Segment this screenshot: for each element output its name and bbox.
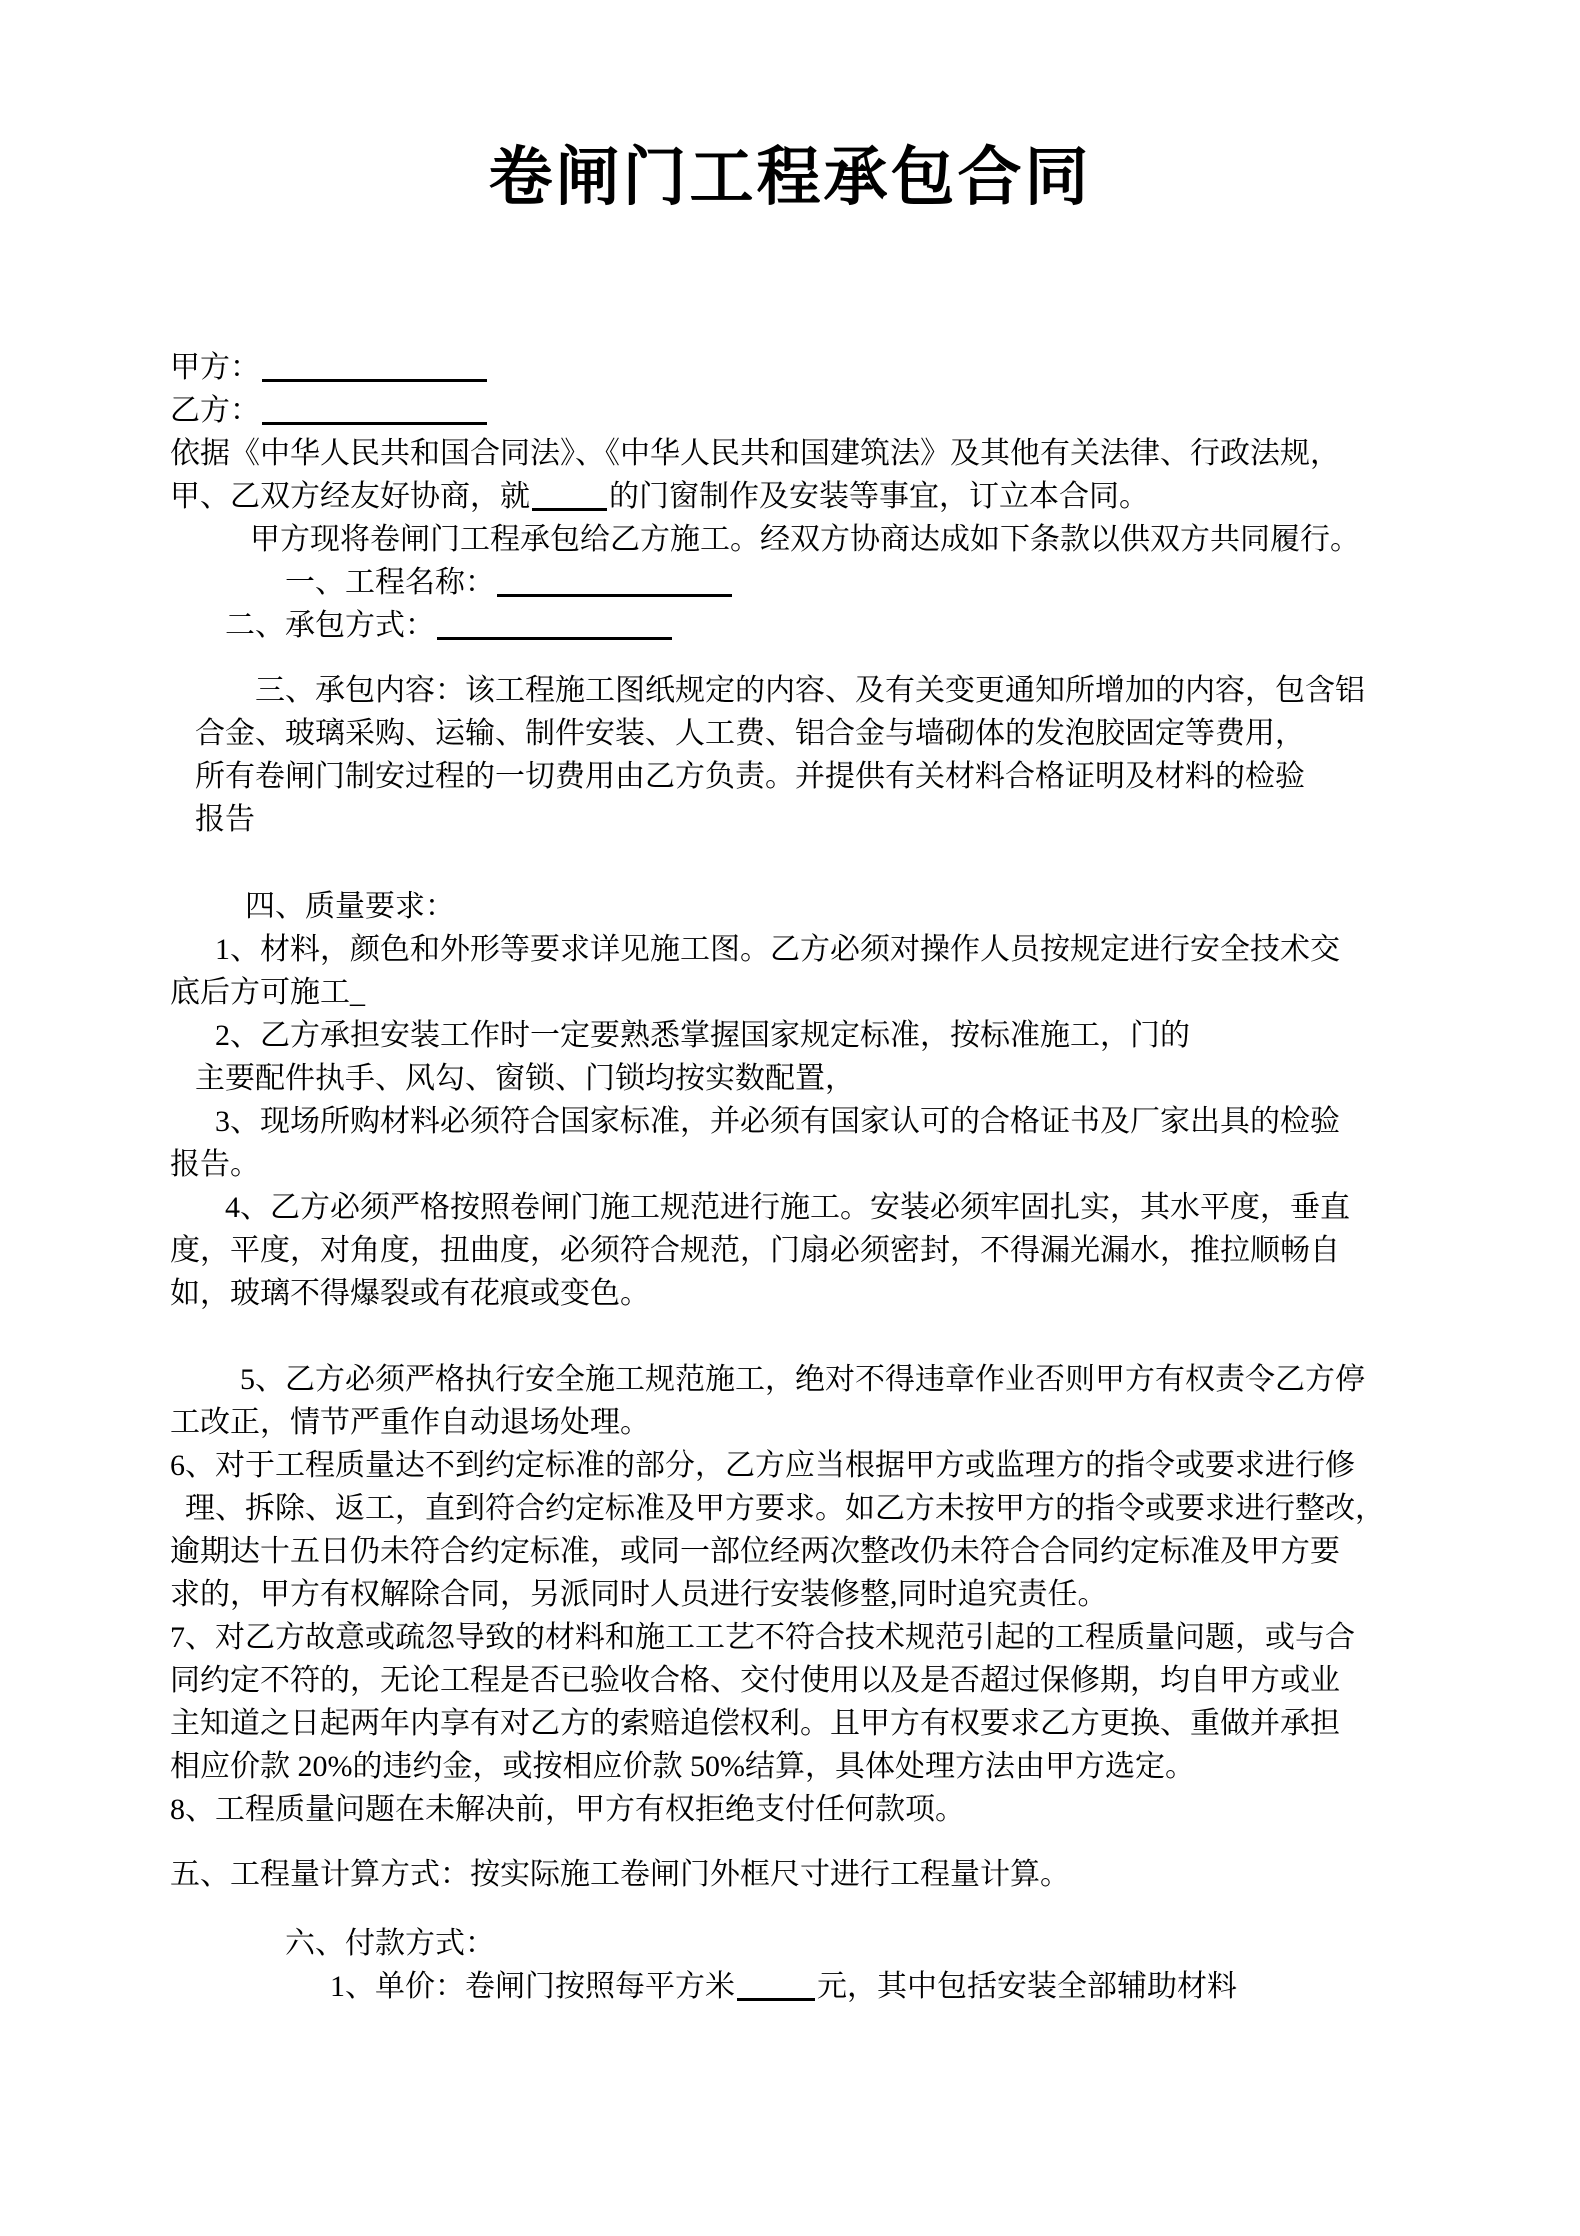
text-run: 五、工程量计算方式：按实际施工卷闸门外框尺寸进行工程量计算。 [170, 1858, 1070, 1891]
paragraph [170, 1616, 1580, 1659]
text-run: 8、工程质量问题在未解决前，甲方有权拒绝支付任何款项。 [170, 1793, 965, 1826]
paragraph [170, 1272, 1580, 1315]
paragraph [170, 1745, 1580, 1788]
text-run: 5、乙方必须严格执行安全施工规范施工，绝对不得违章作业否则甲方有权责令乙方停 [240, 1363, 1365, 1396]
text-run: 理、拆除、返工，直到符合约定标准及甲方要求。如乙方未按甲方的指令或要求进行整改， [185, 1492, 1385, 1525]
paragraph [170, 1573, 1580, 1616]
text-run: 元，其中包括安装全部辅助材料 [817, 1970, 1237, 2003]
text-run: 依据《中华人民共和国合同法》、《中华人民共和国建筑法》及其他有关法律、行政法规， [170, 437, 1340, 470]
text-run: 工改正，情节严重作自动退场处理。 [170, 1406, 650, 1439]
paragraph [170, 1659, 1580, 1702]
paragraph [170, 1702, 1580, 1745]
text-run: 2、乙方承担安装工作时一定要熟悉掌握国家规定标准，按标准施工，门的 [215, 1019, 1190, 1052]
text-run: 的门窗制作及安装等事宜，订立本合同。 [609, 480, 1149, 513]
text-run: 所有卷闸门制安过程的一切费用由乙方负责。并提供有关材料合格证明及材料的检验 [195, 760, 1305, 793]
paragraph [170, 1922, 1580, 1965]
paragraph [170, 1057, 1580, 1100]
text-run: 4、乙方必须严格按照卷闸门施工规范进行施工。安装必须牢固扎实，其水平度，垂直 [225, 1191, 1350, 1224]
fill-in-blank-underline [532, 478, 607, 511]
paragraph [170, 712, 1580, 755]
text-run: 7、对乙方故意或疏忽导致的材料和施工工艺不符合技术规范引起的工程质量问题，或与合 [170, 1621, 1355, 1654]
paragraph [170, 971, 1580, 1014]
text-run: 求的，甲方有权解除合同，另派同时人员进行安装修整,同时追究责任。 [170, 1578, 1108, 1611]
paragraph [170, 885, 1580, 928]
paragraph [170, 1853, 1580, 1896]
text-run: 一、工程名称： [285, 566, 495, 599]
paragraph [170, 346, 1580, 389]
paragraph [170, 561, 1580, 604]
text-run: 甲方现将卷闸门工程承包给乙方施工。经双方协商达成如下条款以供双方共同履行。 [250, 523, 1360, 556]
text-run: 1、材料，颜色和外形等要求详见施工图。乙方必须对操作人员按规定进行安全技术交 [215, 933, 1340, 966]
paragraph [170, 798, 1580, 841]
text-run: 相应价款 20%的违约金，或按相应价款 50%结算，具体处理方法由甲方选定。 [170, 1750, 1195, 1783]
text-run: 6、对于工程质量达不到约定标准的部分，乙方应当根据甲方或监理方的指令或要求进行修 [170, 1449, 1355, 1482]
paragraph [170, 518, 1580, 561]
paragraph [170, 1143, 1580, 1186]
fill-in-blank-underline [737, 1968, 815, 2001]
text-run: 合金、玻璃采购、运输、制件安装、人工费、铝合金与墙砌体的发泡胶固定等费用， [195, 717, 1305, 750]
text-run: 二、承包方式： [225, 609, 435, 642]
paragraph [170, 1401, 1580, 1444]
paragraph [170, 1530, 1580, 1573]
fill-in-blank-underline [262, 349, 487, 382]
paragraph [170, 755, 1580, 798]
text-run: 1、单价：卷闸门按照每平方米 [330, 1970, 735, 2003]
text-run: 同约定不符的，无论工程是否已验收合格、交付使用以及是否超过保修期，均自甲方或业 [170, 1664, 1340, 1697]
paragraph [170, 669, 1580, 712]
text-run: 乙方： [170, 394, 260, 427]
paragraph [170, 475, 1580, 518]
text-run: 六、付款方式： [285, 1927, 495, 1960]
text-run: 3、现场所购材料必须符合国家标准，并必须有国家认可的合格证书及厂家出具的检验 [215, 1105, 1340, 1138]
paragraph [170, 389, 1580, 432]
text-run: 报告。 [170, 1148, 260, 1181]
text-run: 底后方可施工_ [170, 976, 365, 1009]
page-title: 卷闸门工程承包合同 [488, 142, 1092, 213]
text-run: 甲方： [170, 351, 260, 384]
text-run: 甲、乙双方经友好协商，就 [170, 480, 530, 513]
paragraph [170, 1487, 1580, 1530]
paragraph [170, 1229, 1580, 1272]
paragraph [170, 432, 1580, 475]
document-body [170, 346, 1580, 2008]
text-run: 度，平度，对角度，扭曲度，必须符合规范，门扇必须密封，不得漏光漏水，推拉顺畅自 [170, 1234, 1340, 1267]
text-run: 报告 [195, 803, 255, 836]
fill-in-blank-underline [497, 564, 732, 597]
paragraph [170, 1186, 1580, 1229]
text-run: 三、承包内容：该工程施工图纸规定的内容、及有关变更通知所增加的内容，包含铝 [255, 674, 1365, 707]
paragraph [170, 1100, 1580, 1143]
paragraph [170, 1965, 1580, 2008]
paragraph [170, 928, 1580, 971]
text-run: 主要配件执手、风勾、窗锁、门锁均按实数配置， [195, 1062, 855, 1095]
paragraph [170, 1358, 1580, 1401]
text-run: 逾期达十五日仍未符合约定标准，或同一部位经两次整改仍未符合合同约定标准及甲方要 [170, 1535, 1340, 1568]
paragraph [170, 1444, 1580, 1487]
text-run: 四、质量要求： [245, 890, 455, 923]
paragraph [170, 604, 1580, 647]
paragraph [170, 1014, 1580, 1057]
text-run: 如，玻璃不得爆裂或有花痕或变色。 [170, 1277, 650, 1310]
text-run: 主知道之日起两年内享有对乙方的索赔追偿权利。且甲方有权要求乙方更换、重做并承担 [170, 1707, 1340, 1740]
fill-in-blank-underline [437, 607, 672, 640]
paragraph [170, 1788, 1580, 1831]
fill-in-blank-underline [262, 392, 487, 425]
